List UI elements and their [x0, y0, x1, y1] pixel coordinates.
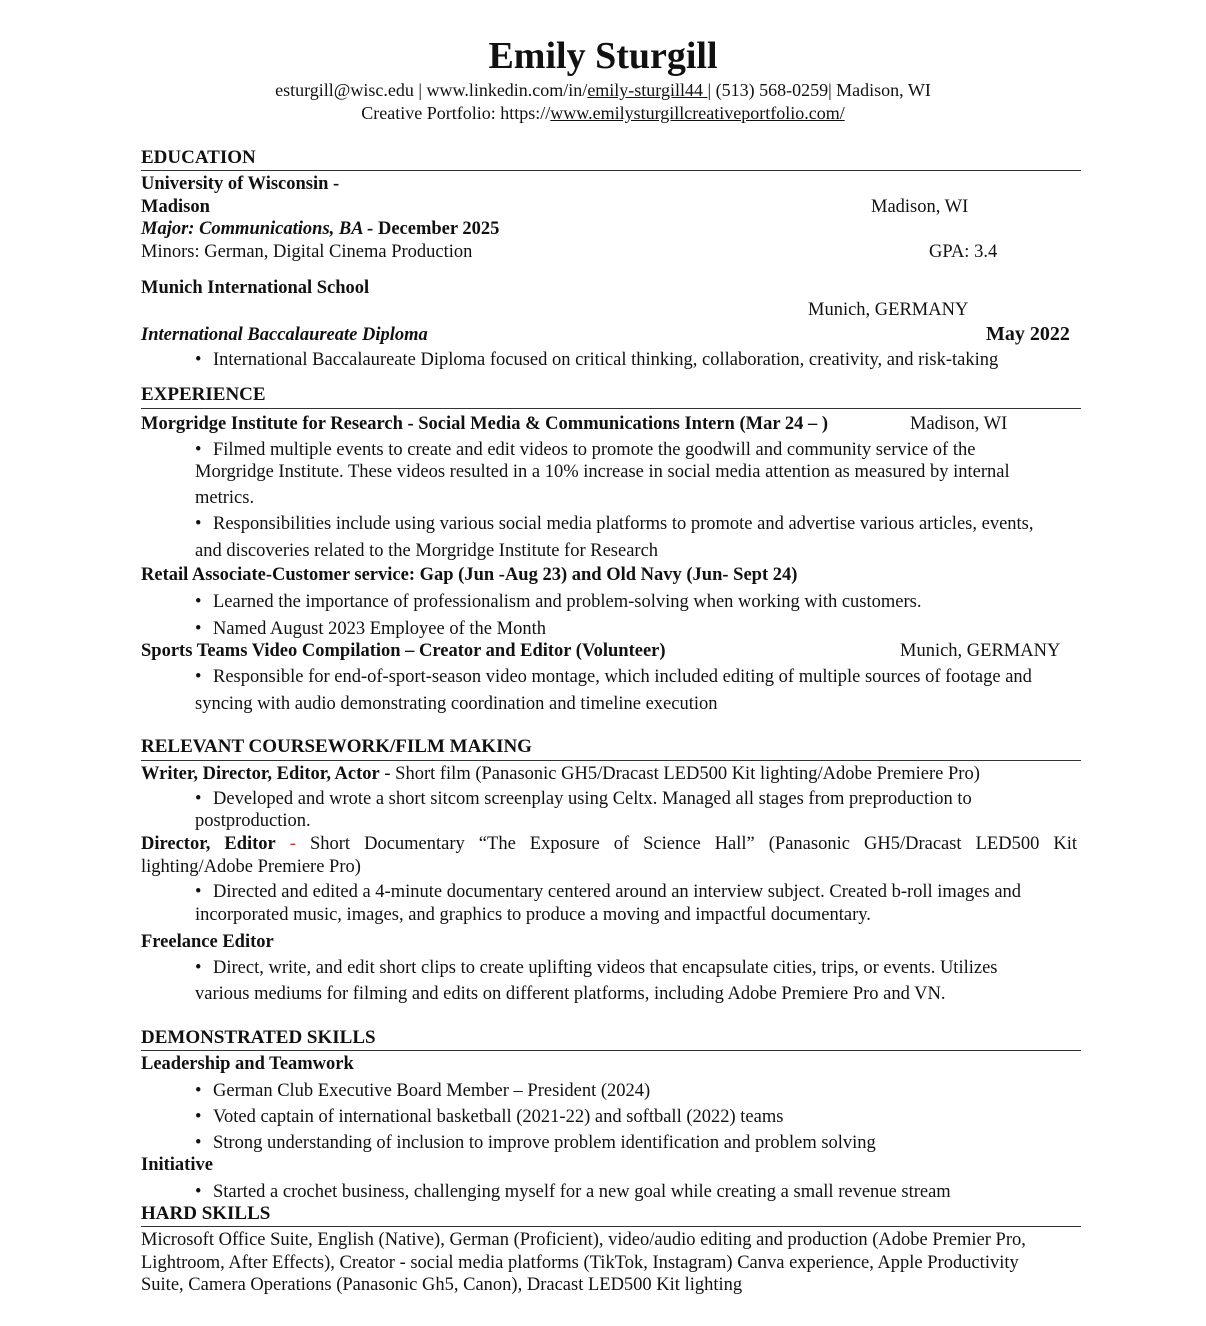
list-item — [195, 1181, 951, 1203]
minors: Minors: German, Digital Cinema Production — [141, 242, 473, 262]
grad-date: December 2025 — [377, 219, 500, 239]
bullet-continuation: incorporated music, images, and graphics to produce a moving and impactful documentary. — [195, 905, 871, 925]
job1-title: Morgridge Institute for Research - Social Media & Communications Intern (Mar 24 – ) — [141, 414, 828, 434]
linkedin-link[interactable] — [426, 80, 707, 100]
bullet-continuation: syncing with audio demonstrating coordination and timeline execution — [195, 694, 718, 714]
job3-title: Sports Teams Video Compilation – Creator and Editor (Volunteer) — [141, 641, 666, 661]
school1-location: Madison, WI — [871, 197, 969, 217]
list-item — [195, 1132, 876, 1154]
skills-heading: DEMONSTRATED SKILLS — [141, 1027, 376, 1048]
job2-title: Retail Associate-Customer service: Gap (Jun -Aug 23) and Old Navy (Jun- Sept 24) — [141, 565, 798, 585]
list-item — [195, 591, 921, 613]
bullet-text: International Baccalaureate Diploma focused on critical thinking, collaboration, creativity, and risk-taking — [213, 350, 999, 370]
school1-name-line1: University of Wisconsin - — [141, 174, 340, 194]
bullet-text: Directed and edited a 4-minute documentary centered around an interview subject. Created b-roll images and — [213, 882, 1022, 902]
skills-group1: Leadership and Teamwork — [141, 1054, 354, 1074]
course2-desc-continuation: lighting/Adobe Premiere Pro) — [141, 857, 361, 877]
experience-heading: EXPERIENCE — [141, 384, 266, 405]
section-rule — [141, 1050, 1081, 1051]
education-heading: EDUCATION — [141, 147, 256, 168]
course3-role: Freelance Editor — [141, 932, 274, 952]
bullet-icon: • — [195, 514, 202, 534]
course2-role: Director, Editor — [141, 834, 276, 854]
bullet-icon: • — [195, 667, 202, 687]
bullet-continuation: Morgridge Institute. These videos resulted in a 10% increase in social media attention as measured by internal — [195, 462, 1010, 482]
course2-dash: - — [275, 834, 310, 854]
course2-line — [141, 833, 1077, 855]
list-item — [195, 513, 1034, 535]
bullet-text: Direct, write, and edit short clips to create uplifting videos that encapsulate cities, trips, or events. Utilizes — [213, 958, 998, 978]
bullet-text: Responsible for end-of-sport-season video montage, which included editing of multiple sources of footage and — [213, 667, 1032, 687]
linkedin-prefix: www.linkedin.com/in/ — [426, 80, 588, 100]
bullet-icon: • — [195, 882, 202, 902]
bullet-continuation: various mediums for filming and edits on different platforms, including Adobe Premiere Pro and VN. — [195, 984, 946, 1004]
hard-skills-line: Suite, Camera Operations (Panasonic Gh5, Canon), Dracast LED500 Kit lighting — [141, 1275, 743, 1295]
list-item — [195, 788, 972, 810]
list-item — [195, 349, 998, 371]
diploma: International Baccalaureate Diploma — [141, 325, 428, 345]
gpa: GPA: 3.4 — [929, 242, 998, 262]
bullet-icon: • — [195, 958, 202, 978]
bullet-text: Responsibilities include using various social media platforms to promote and advertise various articles, events, — [213, 514, 1034, 534]
portfolio-link[interactable]: www.emilysturgillcreativeportfolio.com/ — [550, 103, 845, 123]
section-rule — [141, 1226, 1081, 1227]
job3-location: Munich, GERMANY — [900, 641, 1061, 661]
bullet-icon: • — [195, 440, 202, 460]
email-link[interactable]: esturgill@wisc.edu — [275, 80, 414, 100]
course2-desc: Short Documentary “The Exposure of Science Hall” (Panasonic GH5/Dracast LED500 Kit — [309, 834, 1077, 854]
bullet-icon: • — [195, 789, 202, 809]
school2-location: Munich, GERMANY — [808, 300, 969, 320]
bullet-continuation: metrics. — [195, 488, 255, 508]
skills-group2: Initiative — [141, 1155, 213, 1175]
bullet-text: Filmed multiple events to create and edit videos to promote the goodwill and community service of the — [213, 440, 976, 460]
bullet-icon: • — [195, 619, 202, 639]
bullet-text: Strong understanding of inclusion to improve problem identification and problem solving — [213, 1133, 876, 1153]
major: Major: Communications, BA - — [141, 219, 378, 239]
bullet-text: Voted captain of international basketball (2021-22) and softball (2022) teams — [213, 1107, 784, 1127]
portfolio-line — [0, 103, 1206, 125]
bullet-text: Learned the importance of professionalism and problem-solving when working with customers. — [213, 592, 922, 612]
job1-location: Madison, WI — [910, 414, 1008, 434]
section-rule — [141, 760, 1081, 761]
hard-skills-line: Microsoft Office Suite, English (Native), German (Proficient), video/audio editing and production (Adobe Premier Pro, — [141, 1230, 1026, 1250]
bullet-text: German Club Executive Board Member – President (2024) — [213, 1081, 651, 1101]
hard-skills-heading: HARD SKILLS — [141, 1203, 271, 1224]
bullet-icon: • — [195, 592, 202, 612]
course1-role: Writer, Director, Editor, Actor — [141, 764, 380, 784]
list-item — [195, 618, 546, 640]
separator: | — [413, 80, 427, 100]
list-item — [195, 881, 1021, 903]
course1-desc: - Short film (Panasonic GH5/Dracast LED500 Kit lighting/Adobe Premiere Pro) — [379, 764, 980, 784]
list-item — [195, 1080, 650, 1102]
linkedin-handle: emily-sturgill44 — [587, 80, 708, 100]
section-rule — [141, 170, 1081, 171]
school1-name-line2: Madison — [141, 197, 210, 217]
list-item — [195, 666, 1032, 688]
diploma-date: May 2022 — [986, 323, 1070, 345]
section-rule — [141, 408, 1081, 409]
bullet-icon: • — [195, 1107, 202, 1127]
list-item — [195, 957, 997, 979]
bullet-icon: • — [195, 350, 202, 370]
school2-name: Munich International School — [141, 278, 370, 298]
course1-line — [141, 763, 980, 785]
portfolio-label: Creative Portfolio: https:// — [361, 103, 551, 123]
resume-name: Emily Sturgill — [488, 35, 718, 77]
bullet-continuation: postproduction. — [195, 811, 311, 831]
list-item — [195, 439, 975, 461]
bullet-icon: • — [195, 1182, 202, 1202]
bullet-text: Developed and wrote a short sitcom screenplay using Celtx. Managed all stages from preproduction to — [213, 789, 972, 809]
bullet-continuation: and discoveries related to the Morgridge Institute for Research — [195, 541, 659, 561]
coursework-heading: RELEVANT COURSEWORK/FILM MAKING — [141, 736, 532, 757]
list-item — [195, 1106, 783, 1128]
bullet-text: Started a crochet business, challenging myself for a new goal while creating a small revenue stream — [213, 1182, 951, 1202]
bullet-icon: • — [195, 1133, 202, 1153]
bullet-icon: • — [195, 1081, 202, 1101]
bullet-text: Named August 2023 Employee of the Month — [213, 619, 546, 639]
phone-location: | (513) 568-0259| Madison, WI — [707, 80, 931, 100]
hard-skills-line: Lightroom, After Effects), Creator - social media platforms (TikTok, Instagram) Canva experience, Apple Productivity — [141, 1253, 1019, 1273]
contact-line — [0, 80, 1206, 102]
major-line — [141, 218, 499, 240]
